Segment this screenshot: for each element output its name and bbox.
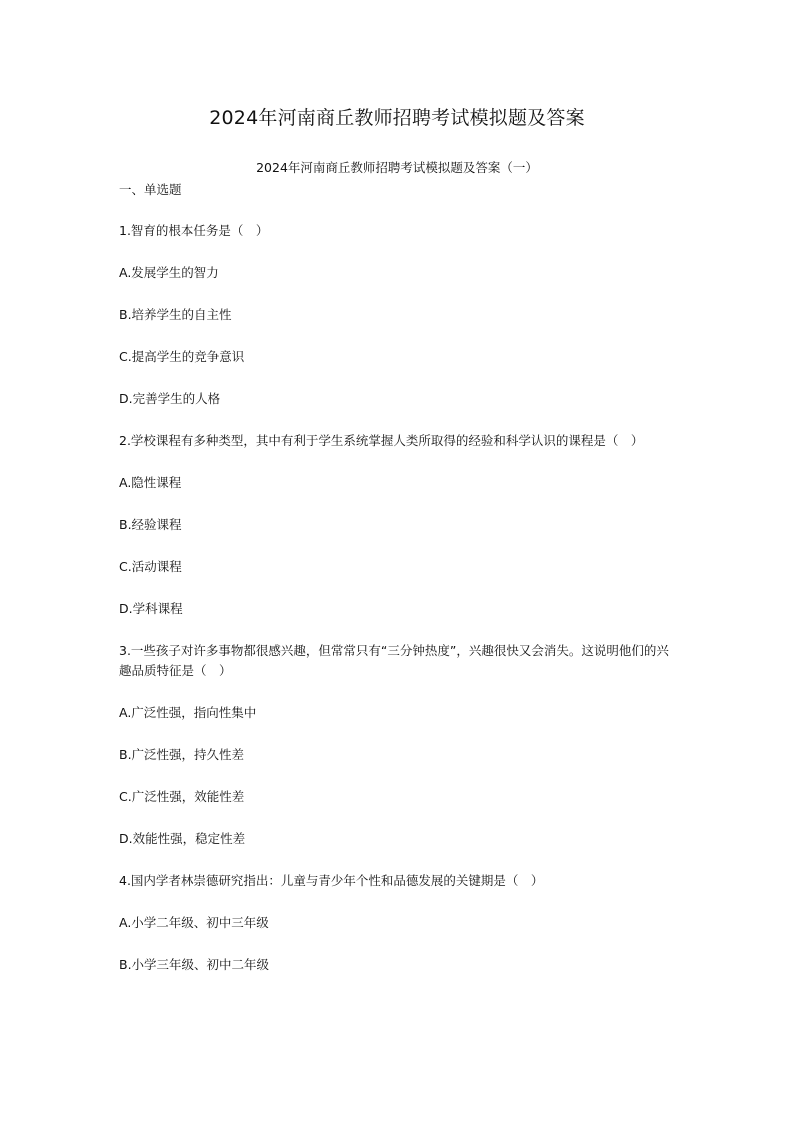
- document-title: 2024年河南商丘教师招聘考试模拟题及答案: [209, 107, 585, 129]
- question-4-option-a: A.小学二年级、初中三年级: [119, 915, 269, 930]
- document-subtitle: 2024年河南商丘教师招聘考试模拟题及答案（一）: [256, 160, 538, 175]
- question-3-option-d: D.效能性强，稳定性差: [119, 831, 246, 846]
- question-4-stem: 4.国内学者林崇德研究指出：儿童与青少年个性和品德发展的关键期是（ ）: [119, 873, 544, 888]
- question-1-option-b: B.培养学生的自主性: [119, 307, 232, 322]
- question-4-option-b: B.小学三年级、初中二年级: [119, 957, 270, 972]
- question-3-option-c: C.广泛性强，效能性差: [119, 789, 245, 804]
- question-1-stem: 1.智育的根本任务是（ ）: [119, 223, 269, 238]
- question-3-option-a: A.广泛性强，指向性集中: [119, 705, 257, 720]
- question-3-option-b: B.广泛性强，持久性差: [119, 747, 245, 762]
- question-2-stem: 2.学校课程有多种类型，其中有利于学生系统掌握人类所取得的经验和科学认识的课程是（ ）: [119, 433, 644, 448]
- question-1-option-c: C.提高学生的竞争意识: [119, 349, 245, 364]
- question-2-option-b: B.经验课程: [119, 517, 182, 532]
- section-heading: 一、单选题: [119, 182, 182, 197]
- question-1-option-a: A.发展学生的智力: [119, 265, 219, 280]
- question-2-option-a: A.隐性课程: [119, 475, 182, 490]
- question-2-option-d: D.学科课程: [119, 601, 183, 616]
- question-3-stem: 3.一些孩子对许多事物都很感兴趣，但常常只有“三分钟热度”，兴趣很快又会消失。这说明他们的兴趣品质特征是（ ）: [119, 643, 669, 678]
- question-2-option-c: C.活动课程: [119, 559, 182, 574]
- document-body: [119, 180, 675, 997]
- question-1-option-d: D.完善学生的人格: [119, 391, 221, 406]
